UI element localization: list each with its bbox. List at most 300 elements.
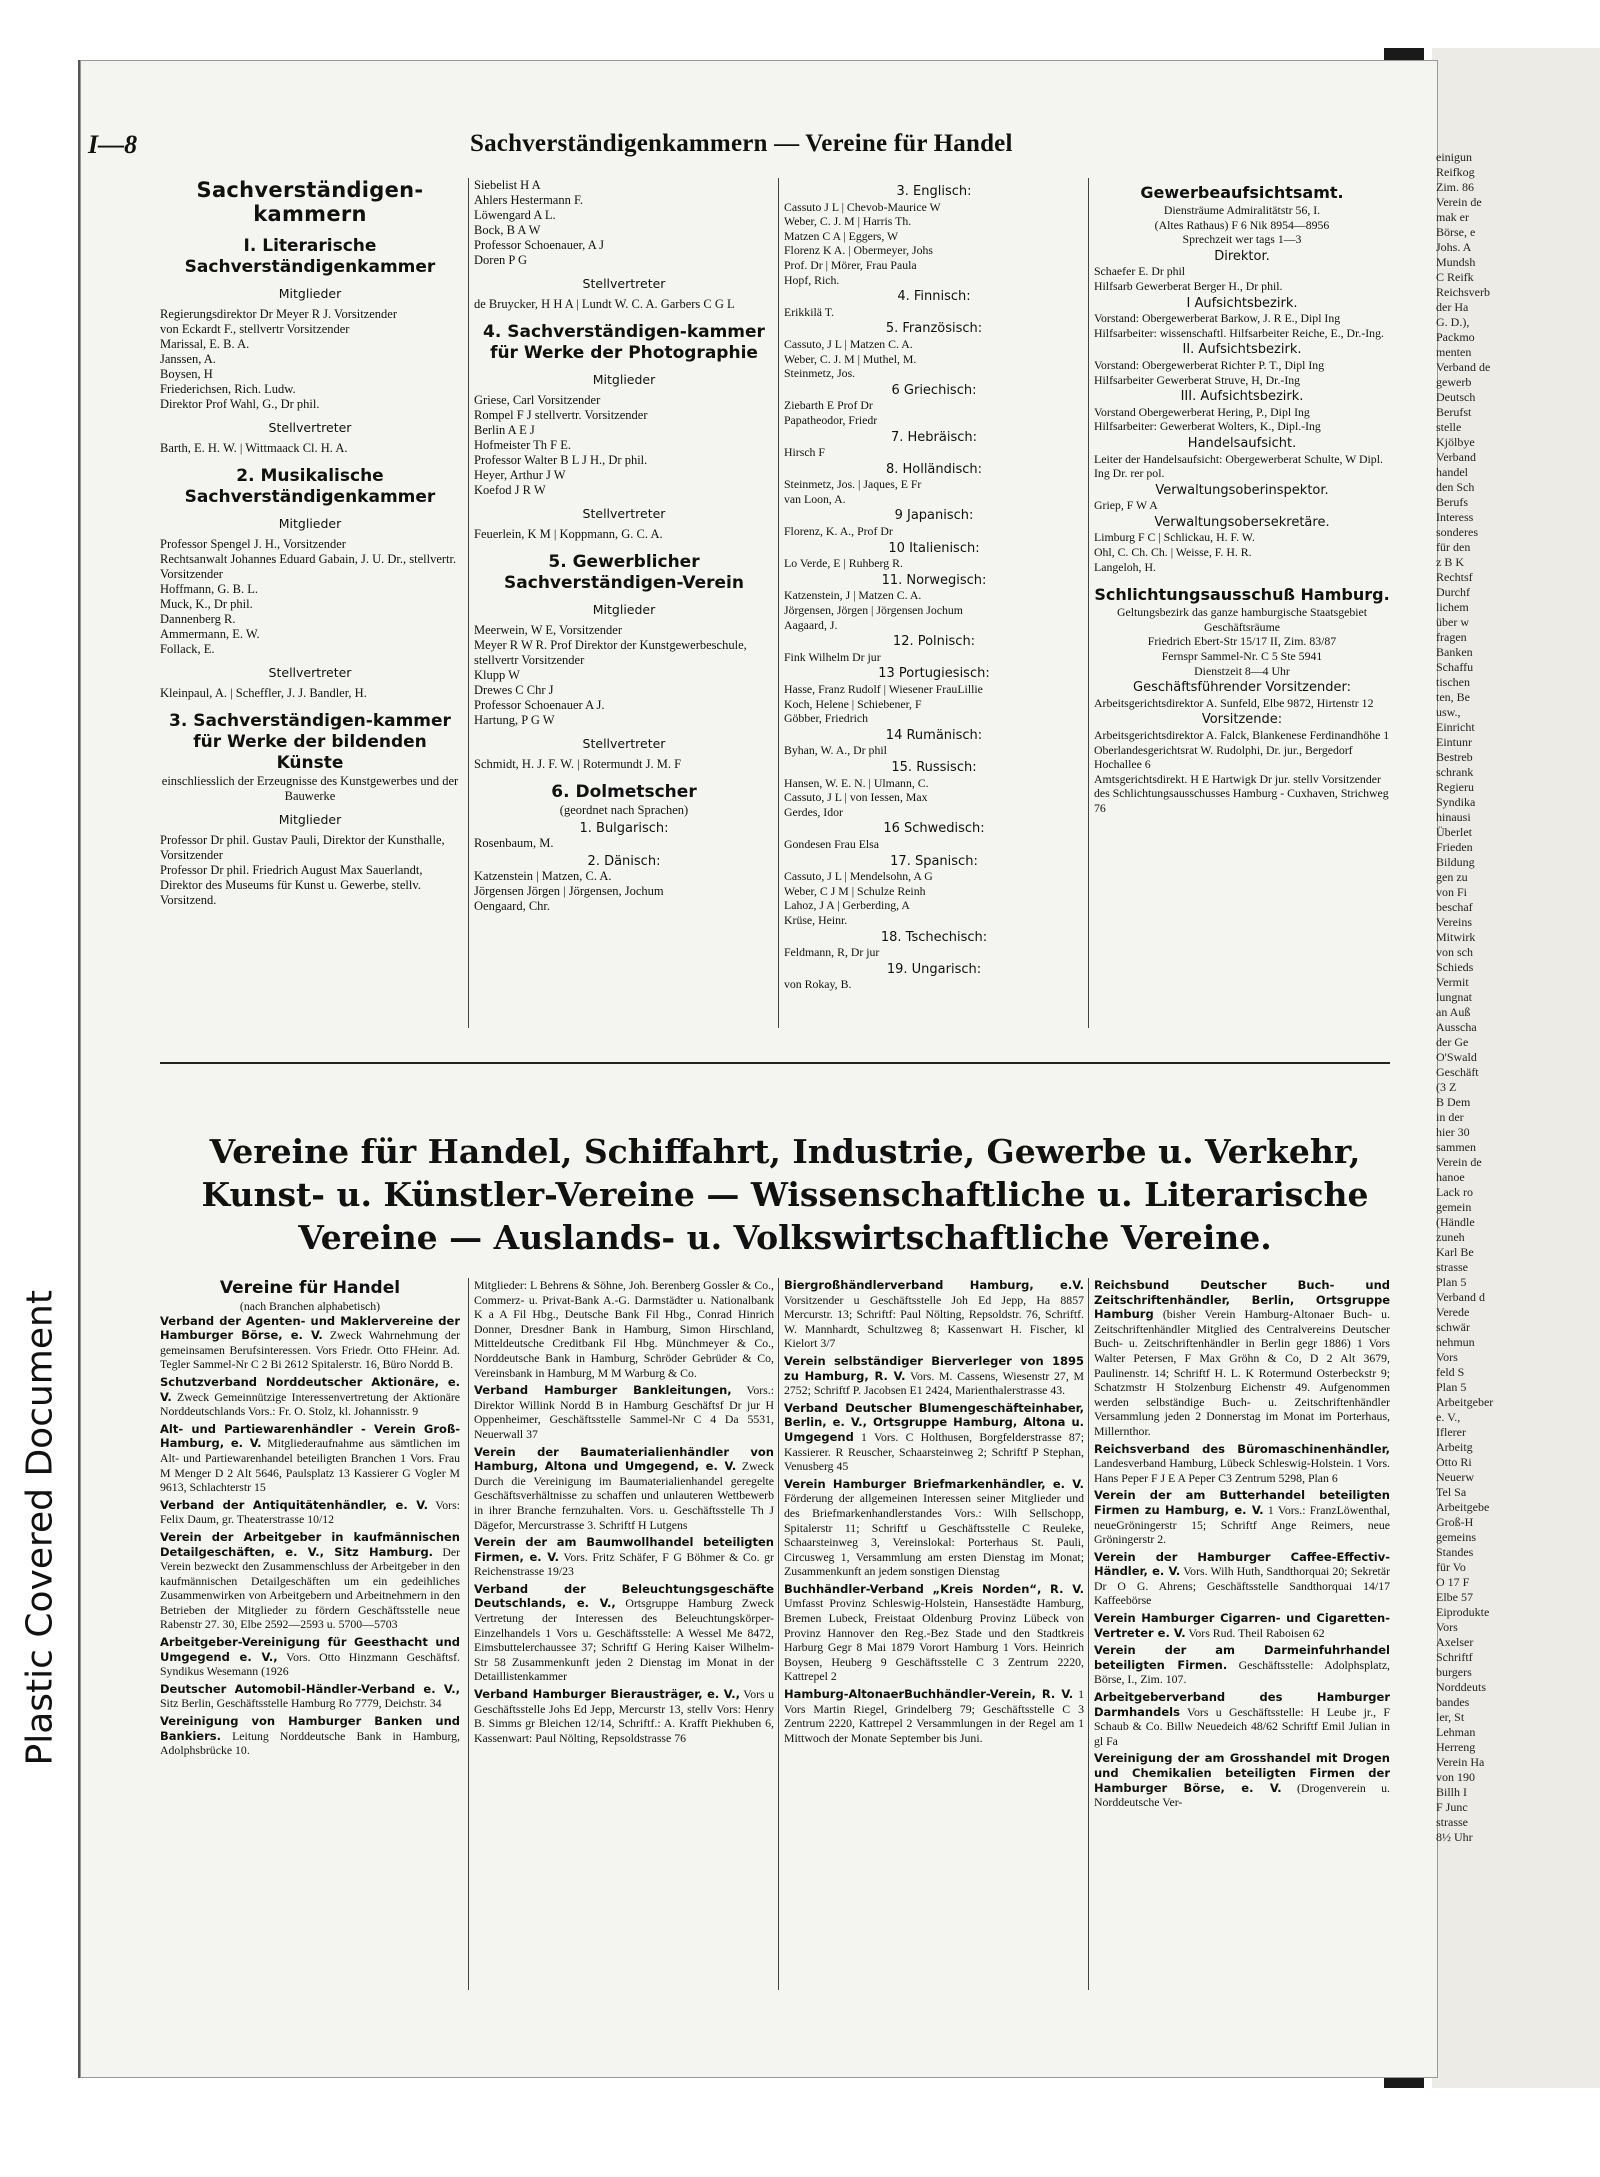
text-line: Groß-H bbox=[1436, 1515, 1474, 1529]
association-name: Verein der am Baumwollhandel beteiligten Firmen, e. V. bbox=[474, 1535, 774, 1564]
interpreter-list bbox=[784, 743, 1084, 758]
deputy-label: Stellvertreter bbox=[582, 736, 666, 751]
text-line: der Ha bbox=[1436, 300, 1469, 314]
interpreter-list bbox=[784, 837, 1084, 852]
text-line: (3 Z bbox=[1436, 1080, 1457, 1094]
text-line: Verband de bbox=[1436, 360, 1491, 374]
text-line: Johs. A bbox=[1436, 240, 1472, 254]
text-line: Hartung, P G W bbox=[474, 713, 555, 727]
bottom-column-3 bbox=[784, 1278, 1084, 1748]
text-line: Weber, C J M | Schulze Reinh bbox=[784, 883, 926, 898]
text-line: Dannenberg R. bbox=[160, 612, 236, 626]
text-line: gemein bbox=[1436, 1200, 1472, 1214]
association-name: Verband Hamburger Bierausträger, e. V., bbox=[474, 1687, 740, 1702]
association-name: Verein der Hamburger Caffee-Effectiv-Händler, e. V. bbox=[1094, 1549, 1390, 1579]
language-heading: 3. Englisch: bbox=[896, 184, 972, 199]
text-line: Vors bbox=[1436, 1620, 1458, 1634]
text-line: Byhan, W. A., Dr phil bbox=[784, 743, 887, 758]
text-line: Hansen, W. E. N. | Ulmann, C. bbox=[784, 775, 929, 790]
text-line: Plan 5 bbox=[1436, 1380, 1467, 1394]
deputy-line: de Bruycker, H H A | Lundt W. C. A. Garbers C G L bbox=[474, 297, 735, 311]
section-heading: I. Literarische Sachverständigenkammer bbox=[184, 236, 436, 277]
text-line: Eiprodukte bbox=[1436, 1605, 1490, 1619]
section-title: Sachverständigen-kammern bbox=[196, 178, 424, 226]
text-line: feld S bbox=[1436, 1365, 1465, 1379]
association-details: Leitung Norddeutsche Bank in Hamburg, Adolphsbrücke 10. bbox=[160, 1728, 461, 1758]
text-line: zuneh bbox=[1436, 1230, 1465, 1244]
text-line: Ohl, C. Ch. Ch. | Weisse, F. H. R. bbox=[1094, 545, 1252, 560]
association-name: Vereinigung der am Grosshandel mit Drogen und Chemikalien beteiligten Firmen der Hamburger Börse, e. V. bbox=[1094, 1751, 1390, 1795]
members-label: Mitglieder bbox=[592, 602, 656, 617]
text-line: Löwengard A L. bbox=[474, 208, 556, 222]
banner-title bbox=[160, 1130, 1410, 1259]
text-line: an Auß bbox=[1436, 1005, 1471, 1019]
text-line: Aagaard, J. bbox=[784, 617, 838, 632]
association-details: (bisher Verein Hamburg-Altonaer Buch- u. Zeitschriftenhändler Mitglied des Centralvereins Deutscher Buch- u. Zeitschriftenhändler in Berlin gegr 1886) 1 Vors Walter Petersen, F Max Gröhn & Co, D 2 Alt 3679, Paulinenstr. 14; Schriftf H. L. K Rotermund Osterbeckstr 9; Schatzmstr H Stolzenburg Eichenstr 49. Aufgenommen werden selbständige Buch- u. Zeitschriftenhändler Versammlung jeden 2 Donnerstag im Monat im Porterhaus, Millernthor. bbox=[1094, 1307, 1390, 1438]
text-line: Fink Wilhelm Dr jur bbox=[784, 649, 881, 664]
text-line: menten bbox=[1436, 345, 1472, 359]
text-line: Gondesen Frau Elsa bbox=[784, 836, 880, 851]
text-line: Katzenstein | Matzen, C. A. bbox=[474, 869, 612, 883]
association-entry bbox=[160, 1682, 460, 1711]
text-line: nehmun bbox=[1436, 1335, 1475, 1349]
interpreter-list bbox=[784, 556, 1084, 571]
text-line: Lahoz, J A | Gerberding, A bbox=[784, 898, 910, 913]
members-label: Mitglieder bbox=[592, 372, 656, 387]
association-list bbox=[1094, 1278, 1390, 1810]
text-line: van Loon, A. bbox=[784, 491, 846, 506]
association-name: Schutzverband Norddeutscher Aktionäre, e. V. bbox=[160, 1374, 460, 1404]
association-entry bbox=[1094, 1690, 1390, 1748]
text-line: Einricht bbox=[1436, 720, 1475, 734]
language-heading: 11. Norwegisch: bbox=[881, 572, 987, 588]
association-details: Umfasst Provinz Schleswig-Holstein, Hansestädte Hamburg, Bremen Lubeck, Freistaat Oldenburg Provinz Lübeck von Provinz Hannover den Reg.-Bez Stade und den Stadtkreis Harburg Gegr 8 Mai 1879 Vorort Hamburg 1 Vors. Heinrich Boysen, Heuberg 9 Geschäftsstelle C 3 Zentrum 2220, Kattrepel 2 bbox=[784, 1596, 1084, 1684]
text-line: Leiter der Handelsaufsicht: Obergewerberat Schulte, W Dipl. Ing Dr. rer pol. bbox=[1094, 451, 1383, 481]
text-line: mak er bbox=[1436, 210, 1469, 224]
subheading: Handelsaufsicht. bbox=[1187, 435, 1297, 451]
association-entry bbox=[160, 1314, 460, 1372]
text-line: sammen bbox=[1436, 1140, 1476, 1154]
text-line: e. V., bbox=[1436, 1410, 1461, 1424]
deputy-line: Kleinpaul, A. | Scheffler, J. J. Bandler, H. bbox=[160, 686, 367, 700]
language-heading: 14 Rumänisch: bbox=[885, 727, 983, 743]
page-number: I—8 bbox=[88, 130, 138, 159]
association-entry bbox=[160, 1635, 460, 1679]
text-line: Arbeitgeber bbox=[1436, 1395, 1494, 1409]
association-entry bbox=[784, 1582, 1084, 1684]
text-line: Schaffu bbox=[1436, 660, 1474, 674]
association-entry bbox=[1094, 1643, 1390, 1687]
text-line: Oberlandesgerichtsrat W. Rudolphi, Dr. jur., Bergedorf Hochallee 6 bbox=[1094, 742, 1353, 772]
deputy-line: Barth, E. H. W. | Wittmaack Cl. H. A. bbox=[160, 441, 348, 455]
text-line: ler, St bbox=[1436, 1710, 1465, 1724]
text-line: Syndika bbox=[1436, 795, 1476, 809]
column-divider bbox=[778, 178, 779, 1028]
text-line: Weber, C. J. M | Harris Th. bbox=[784, 214, 912, 229]
interpreter-list bbox=[784, 869, 1084, 927]
section-heading: Vereine für Handel bbox=[219, 1278, 401, 1298]
language-heading: 4. Finnisch: bbox=[897, 289, 971, 305]
text-line: Hilfsarbeiter: Gewerberat Wolters, K., Dipl.-Ing bbox=[1094, 419, 1321, 434]
text-line: Axelser bbox=[1436, 1635, 1474, 1649]
staff-list bbox=[1094, 405, 1390, 434]
section-heading: 6. Dolmetscher bbox=[551, 782, 697, 802]
adjacent-page-text bbox=[1436, 150, 1600, 1845]
deputy-label: Stellvertreter bbox=[582, 506, 666, 521]
text-line: einigun bbox=[1436, 150, 1472, 164]
association-details: Förderung der allgemeinen Interessen seiner Mitglieder und des Briefmarkenhandlerstandes Vors.: Wilh Sellschopp, Spitalerstr 11; Schriftf u Geschäftsstelle C Reuleke, Schaarsteinweg 3, Vereinslokal: Porterhaus St. Pauli, Circusweg 1, Versammlung am ersten Dienstag im Monat; Zusammenkunft an jedem sonstigen Dienstag bbox=[784, 1491, 1084, 1579]
text-line: Verein Ha bbox=[1436, 1755, 1485, 1769]
association-list bbox=[160, 1314, 460, 1758]
bottom-column-4 bbox=[1094, 1278, 1390, 1813]
association-name: Hamburg-AltonaerBuchhändler-Verein, R. V. bbox=[784, 1687, 1074, 1702]
association-name: Verein der Baumaterialienhändler von Hamburg, Altona und Umgegend, e. V. bbox=[474, 1444, 774, 1474]
language-heading: 19. Ungarisch: bbox=[886, 961, 982, 977]
text-line: Friederichsen, Rich. Ludw. bbox=[160, 382, 296, 396]
text-line: Schaefer E. Dr phil bbox=[1094, 264, 1186, 279]
association-details: Vors u Geschäftsstelle: H Leube jr., F Schaub & Co. Billw Neuedeich 48/62 Schriftf Emil Julian in gl Fa bbox=[1094, 1704, 1390, 1748]
association-entry bbox=[160, 1530, 460, 1632]
association-entry bbox=[160, 1422, 460, 1495]
association-entry bbox=[474, 1535, 774, 1579]
text-line: burgers bbox=[1436, 1665, 1472, 1679]
text-line: Vorstand Obergewerberat Hering, P., Dipl Ing bbox=[1094, 404, 1310, 419]
text-line: Katzenstein, J | Matzen C. A. bbox=[784, 588, 922, 603]
text-line: Norddeuts bbox=[1436, 1680, 1486, 1694]
text-line: lichem bbox=[1436, 600, 1469, 614]
text-line: Professor Dr phil. Friedrich August Max Sauerlandt, Direktor des Museums für Kunst u. Gewerbe, stellv. Vorsitzend. bbox=[160, 863, 423, 907]
association-name: Arbeitgeberverband des Hamburger Darmhandels bbox=[1094, 1690, 1390, 1719]
text-line: von Eckardt F., stellvertr Vorsitzender bbox=[160, 322, 350, 336]
language-heading: 6 Griechisch: bbox=[891, 382, 977, 398]
text-line: Geltungsbezirk das ganze hamburgische Staatsgebiet bbox=[1116, 605, 1368, 620]
text-line: Geschäftsräume bbox=[1204, 619, 1280, 634]
text-line: Interess bbox=[1436, 510, 1474, 524]
language-heading: 16 Schwedisch: bbox=[883, 821, 985, 837]
association-name: Reichsbund Deutscher Buch- und Zeitschriftenhändler, Berlin, Ortsgruppe Hamburg bbox=[1094, 1278, 1390, 1322]
text-line: Friedrich Ebert-Str 15/17 II, Zim. 83/87 bbox=[1147, 634, 1337, 649]
text-line: Berlin A E J bbox=[474, 423, 535, 437]
text-line: Steinmetz, Jos. | Jaques, E Fr bbox=[784, 477, 922, 492]
text-line: hanoe bbox=[1436, 1170, 1465, 1184]
interpreter-list bbox=[784, 776, 1084, 820]
association-details: Mitglieder: L Behrens & Söhne, Joh. Berenberg Gossler & Co., Commerz- u. Privat-Bank A.-G. Darmstädter u. Nationalbank K a A Fil Hbg., Deutsche Bank Fil Hbg., Conrad Hinrich Donner, Dresdner Bank in Hamburg, Simon Hirschland, Mitteldeutsche Creditbank Fil Hbg. Münchmeyer & Co., Norddeutsche Bank in Hamburg, Schröder Gebrüder & Co, Vereinsbank in Hamburg, M M Warburg & Co. bbox=[474, 1278, 774, 1380]
text-line: Durchf bbox=[1436, 585, 1470, 599]
text-line: Arbeitsgerichtsdirektor A. Sunfeld, Elbe 9872, Hirtenstr 12 bbox=[1094, 695, 1374, 710]
text-line: Ausscha bbox=[1436, 1020, 1477, 1034]
text-line: C Reifk bbox=[1436, 270, 1474, 284]
text-line: Bestreb bbox=[1436, 750, 1473, 764]
text-line: Koch, Helene | Schiebener, F bbox=[784, 696, 922, 711]
text-line: ten, Be bbox=[1436, 690, 1470, 704]
text-line: Arbeitsgerichtsdirektor A. Falck, Blankenese Ferdinandhöhe 1 bbox=[1094, 728, 1390, 742]
text-line: Heyer, Arthur J W bbox=[474, 468, 566, 482]
deputy-label: Stellvertreter bbox=[268, 420, 352, 435]
spine-label: Plastic Covered Document bbox=[19, 1290, 61, 1766]
text-line: Limburg F C | Schlickau, H. F. W. bbox=[1094, 530, 1255, 545]
text-line: Arbeitg bbox=[1436, 1440, 1473, 1454]
association-entry bbox=[784, 1477, 1084, 1579]
subheading: Direktor. bbox=[1214, 248, 1270, 264]
language-heading: 5. Französisch: bbox=[885, 321, 983, 337]
text-line: Eintunr bbox=[1436, 735, 1472, 749]
staff-list bbox=[1094, 452, 1390, 481]
text-line: Erikkilä T. bbox=[784, 304, 835, 319]
text-line: für Vo bbox=[1436, 1560, 1466, 1574]
text-line: Börse, e bbox=[1436, 225, 1476, 239]
association-list bbox=[784, 1278, 1084, 1745]
text-line: Florenz, K. A., Prof Dr bbox=[784, 524, 893, 539]
text-line: Steinmetz, Jos. bbox=[784, 366, 856, 381]
association-name: Verband der Agenten- und Maklervereine der Hamburger Börse, e. V. bbox=[160, 1313, 460, 1343]
text-line: bandes bbox=[1436, 1695, 1470, 1709]
subheading: Vorsitzende: bbox=[1201, 712, 1283, 728]
text-line: Professor Schoenauer A J. bbox=[474, 698, 605, 712]
association-details: Vors u Geschäftsstelle Johs Ed Jepp, Mercurstr 13, stellv Vors: Henry B. Simms gr Bleichen 12/14, Schriftf.: A. Krafft Piekhuben 6, Kassenwart: Paul Nölting, Repsoldstrasse 76 bbox=[474, 1687, 774, 1745]
association-entry bbox=[784, 1687, 1084, 1745]
text-line: O'Swald bbox=[1436, 1050, 1477, 1064]
text-line: gewerb bbox=[1436, 375, 1472, 389]
language-heading: 17. Spanisch: bbox=[890, 853, 978, 869]
text-line: Cassuto, J L | Mendelsohn, A G bbox=[784, 869, 933, 884]
section-heading: 2. Musikalische Sachverständigenkammer bbox=[184, 466, 436, 507]
association-name: Deutscher Automobil-Händler-Verband e. V., bbox=[160, 1681, 460, 1696]
text-line: Boysen, H bbox=[160, 367, 213, 381]
text-line: Rechtsf bbox=[1436, 570, 1473, 584]
banner-line: Vereine für Handel, Schiffahrt, Industrie, Gewerbe u. Verkehr, bbox=[209, 1132, 1361, 1171]
text-line: Vorstand: Obergewerberat Richter P. T., Dipl Ing bbox=[1094, 357, 1325, 372]
subheading: II. Aufsichtsbezirk. bbox=[1182, 342, 1302, 358]
text-line: Meyer R W R. Prof Direktor der Kunstgewerbeschule, stellvertr Vorsitzender bbox=[474, 638, 747, 667]
text-line: Professor Dr phil. Gustav Pauli, Direktor der Kunsthalle, Vorsitzender bbox=[160, 833, 445, 862]
association-entry bbox=[474, 1278, 774, 1380]
association-entry bbox=[474, 1383, 774, 1441]
association-details: Vors. Otto Hinzmann Geschäftsf. Syndikus Wesemann (1926 bbox=[160, 1649, 460, 1679]
text-line: Zim. 86 bbox=[1436, 180, 1474, 194]
language-heading: 10 Italienisch: bbox=[888, 540, 980, 556]
text-line: Vorstand: Obergewerberat Barkow, J. R E., Dipl Ing bbox=[1094, 311, 1341, 326]
text-line: Packmo bbox=[1436, 330, 1475, 344]
text-line: (Händle bbox=[1436, 1215, 1475, 1229]
language-heading: 12. Polnisch: bbox=[892, 634, 976, 650]
text-line: Weber, C. J. M | Muthel, M. bbox=[784, 351, 917, 366]
text-line: Fernspr Sammel-Nr. C 5 Ste 5941 bbox=[1161, 649, 1323, 664]
section-rule bbox=[160, 1062, 1390, 1064]
association-name: Reichsverband des Büromaschinenhändler, bbox=[1094, 1441, 1390, 1456]
text-line: Mitwirk bbox=[1436, 930, 1476, 944]
text-line: Muck, K., Dr phil. bbox=[160, 597, 253, 611]
staff-list bbox=[1094, 696, 1390, 711]
text-line: Professor Schoenauer, A J bbox=[474, 238, 605, 252]
section-note: (nach Branchen alphabetisch) bbox=[239, 1299, 381, 1313]
column-divider bbox=[468, 178, 469, 1028]
text-line: Langeloh, H. bbox=[1094, 559, 1156, 574]
text-line: sonderes bbox=[1436, 525, 1478, 539]
association-name: Verband der Beleuchtungsgeschäfte Deutschlands, e. V., bbox=[474, 1581, 774, 1611]
language-heading: 9 Japanisch: bbox=[894, 508, 974, 524]
text-line: Verein de bbox=[1436, 1155, 1482, 1169]
text-line: Regieru bbox=[1436, 780, 1474, 794]
column-divider bbox=[468, 1278, 469, 1990]
text-line: Bildung bbox=[1436, 855, 1475, 869]
text-line: Herreng bbox=[1436, 1740, 1476, 1754]
text-line: Rompel F J stellvertr. Vorsitzender bbox=[474, 408, 648, 422]
text-line: Standes bbox=[1436, 1545, 1474, 1559]
association-entry bbox=[160, 1714, 460, 1758]
text-line: Berufst bbox=[1436, 405, 1472, 419]
member-list bbox=[160, 833, 460, 908]
column-divider bbox=[1088, 1278, 1089, 1990]
text-line: Papatheodor, Friedr bbox=[784, 412, 878, 427]
members-label: Mitglieder bbox=[278, 286, 342, 301]
text-line: Geschäft bbox=[1436, 1065, 1479, 1079]
association-entry bbox=[784, 1278, 1084, 1351]
interpreter-list bbox=[784, 305, 1084, 320]
deputy-label: Stellvertreter bbox=[268, 665, 352, 680]
text-line: Vors bbox=[1436, 1350, 1458, 1364]
text-line: Matzen C A | Eggers, W bbox=[784, 228, 899, 243]
staff-list bbox=[1094, 728, 1390, 816]
column-2 bbox=[474, 178, 774, 914]
interpreter-list bbox=[784, 337, 1084, 381]
text-line: fragen bbox=[1436, 630, 1467, 644]
association-details: Landesverband Hamburg, Lübeck Schleswig-Holstein. 1 Vors. Hans Peper F J E A Peper C3 Zentrum 5298, Plan 6 bbox=[1094, 1456, 1390, 1485]
text-line: Vereins bbox=[1436, 915, 1472, 929]
text-line: Neuerw bbox=[1436, 1470, 1474, 1484]
association-entry bbox=[1094, 1611, 1390, 1640]
association-name: Verband Deutscher Blumengeschäfteinhaber, Berlin, e. V., Ortsgruppe Hamburg, Altona u. Umgegend bbox=[784, 1400, 1084, 1444]
association-entry bbox=[474, 1687, 774, 1745]
text-line: Krüse, Heinr. bbox=[784, 912, 848, 927]
deputy-line: Feuerlein, K M | Koppmann, G. C. A. bbox=[474, 527, 663, 541]
text-line: Marissal, E. B. A. bbox=[160, 337, 250, 351]
text-line: Hirsch F bbox=[784, 445, 825, 460]
association-details: Sitz Berlin, Geschäftsstelle Hamburg Ro 7779, Deichstr. 34 bbox=[160, 1696, 442, 1711]
text-line: Doren P G bbox=[474, 253, 528, 267]
text-line: G. D.), bbox=[1436, 315, 1470, 329]
member-list bbox=[474, 178, 774, 268]
staff-list bbox=[1094, 264, 1390, 293]
interpreter-list bbox=[784, 588, 1084, 632]
association-details: Zweck Durch die Vereinigung im Baumaterialienhandel geregelte Geschäftsverhältnisse zu schaffen und unlauteren Wettbewerb in ihrer Branche fernzuhalten. Vors. u. Geschäftsstelle Th J Dägefor, Mercurstrasse 3. Schriftf H Lutgens bbox=[474, 1459, 774, 1532]
association-entry bbox=[1094, 1751, 1390, 1809]
language-heading: 7. Hebräisch: bbox=[890, 429, 978, 445]
bottom-column-1 bbox=[160, 1278, 460, 1761]
section-note: einschliesslich der Erzeugnisse des Kunstgewerbes und der Bauwerke bbox=[161, 774, 459, 803]
text-line: Lo Verde, E | Ruhberg R. bbox=[784, 556, 903, 571]
office-lines bbox=[1094, 203, 1390, 247]
section-heading: 4. Sachverständigen-kammer für Werke der Photographie bbox=[483, 322, 765, 363]
text-line: gemeins bbox=[1436, 1530, 1476, 1544]
text-line: Verband bbox=[1436, 450, 1476, 464]
text-line: Koefod J R W bbox=[474, 483, 546, 497]
text-line: Lack ro bbox=[1436, 1185, 1473, 1199]
member-list bbox=[474, 393, 774, 498]
text-line: Follack, E. bbox=[160, 642, 215, 656]
text-line: Hilfsarbeiter Gewerberat Struve, H, Dr.-Ing bbox=[1094, 372, 1301, 387]
column-3 bbox=[784, 182, 1084, 992]
subheading: Verwaltungsoberinspektor. bbox=[1155, 482, 1329, 498]
interpreter-list bbox=[784, 477, 1084, 506]
language-heading: 8. Holländisch: bbox=[885, 461, 983, 477]
text-line: der Ge bbox=[1436, 1035, 1469, 1049]
interpreter-list bbox=[784, 200, 1084, 288]
association-name: Verein der am Darmeinfuhrhandel beteiligten Firmen. bbox=[1094, 1643, 1390, 1672]
text-line: Lehman bbox=[1436, 1725, 1476, 1739]
language-heading: 18. Tschechisch: bbox=[880, 929, 988, 945]
text-line: Direktor Prof Wahl, G., Dr phil. bbox=[160, 397, 320, 411]
association-list bbox=[474, 1278, 774, 1745]
deputy-line: Schmidt, H. J. F. W. | Rotermundt J. M. F bbox=[474, 757, 682, 771]
text-line: Plan 5 bbox=[1436, 1275, 1467, 1289]
subheading: Verwaltungsobersekretäre. bbox=[1154, 514, 1330, 530]
text-line: Vermit bbox=[1436, 975, 1469, 989]
text-line: Karl Be bbox=[1436, 1245, 1474, 1259]
association-details: Geschäftsstelle: Adolphsplatz, Börse, I., Zim. 107. bbox=[1094, 1657, 1391, 1687]
text-line: den Sch bbox=[1436, 480, 1475, 494]
text-line: Prof. Dr | Mörer, Frau Paula bbox=[784, 257, 917, 272]
running-title: Sachverständigenkammern — Vereine für Handel bbox=[470, 130, 1013, 157]
association-details: Vors.: Direktor Willink Nordd B in Hamburg Geschäftsf Dr jur H Oppenheimer, Geschäftsstelle Sammel-Nr C 4 Da 5531, Neuerwall 37 bbox=[474, 1383, 774, 1441]
text-line: Cassuto, J L | Matzen C. A. bbox=[784, 336, 913, 351]
text-line: Rechtsanwalt Johannes Eduard Gabain, J. U. Dr., stellvertr. Vorsitzender bbox=[160, 552, 457, 581]
members-label: Mitglieder bbox=[278, 516, 342, 531]
association-entry bbox=[160, 1498, 460, 1527]
text-line: Ahlers Hestermann F. bbox=[474, 193, 584, 207]
text-line: Hopf, Rich. bbox=[784, 272, 840, 287]
text-line: von sch bbox=[1436, 945, 1473, 959]
text-line: Janssen, A. bbox=[160, 352, 216, 366]
text-line: Otto Ri bbox=[1436, 1455, 1472, 1469]
text-line: strasse bbox=[1436, 1260, 1468, 1274]
language-heading: 15. Russisch: bbox=[891, 759, 977, 775]
text-line: Verband d bbox=[1436, 1290, 1485, 1304]
text-line: beschaf bbox=[1436, 900, 1473, 914]
text-line: Sprechzeit wer tags 1—3 bbox=[1182, 232, 1302, 247]
staff-list bbox=[1094, 311, 1390, 340]
text-line: Professor Spengel J. H., Vorsitzender bbox=[160, 537, 346, 551]
text-line: gen zu bbox=[1436, 870, 1468, 884]
text-line: (Altes Rathaus) F 6 Nik 8954—8956 bbox=[1154, 217, 1330, 232]
member-list bbox=[160, 537, 460, 657]
staff-list bbox=[1094, 358, 1390, 387]
text-line: von Rokay, B. bbox=[784, 977, 852, 992]
language-heading: 2. Dänisch: bbox=[587, 854, 661, 869]
text-line: Schieds bbox=[1436, 960, 1474, 974]
column-4 bbox=[1094, 182, 1390, 816]
text-line: O 17 F bbox=[1436, 1575, 1470, 1589]
text-line: Griep, F W A bbox=[1094, 498, 1158, 513]
association-name: Biergroßhändlerverband Hamburg, e.V. bbox=[784, 1278, 1084, 1292]
member-list bbox=[474, 869, 774, 914]
text-line: von 190 bbox=[1436, 1770, 1475, 1784]
text-line: Reichsverb bbox=[1436, 285, 1490, 299]
text-line: Regierungsdirektor Dr Meyer R J. Vorsitzender bbox=[160, 307, 397, 321]
association-name: Arbeitgeber-Vereinigung für Geesthacht und Umgegend e. V., bbox=[160, 1635, 460, 1664]
column-divider bbox=[1088, 178, 1089, 1028]
text-line: Siebelist H A bbox=[474, 178, 541, 192]
text-line: in der bbox=[1436, 1110, 1464, 1124]
text-line: für den bbox=[1436, 540, 1471, 554]
members-label: Mitglieder bbox=[278, 812, 342, 827]
interpreter-list bbox=[784, 524, 1084, 539]
text-line: Diensträume Admiralitätstr 56, I. bbox=[1163, 203, 1321, 217]
text-line: Feldmann, R, Dr jur bbox=[784, 945, 880, 960]
section-heading: Schlichtungsausschuß Hamburg. bbox=[1094, 585, 1390, 605]
column-divider bbox=[778, 1278, 779, 1990]
text-line: schwär bbox=[1436, 1320, 1470, 1334]
member-list bbox=[474, 623, 774, 728]
